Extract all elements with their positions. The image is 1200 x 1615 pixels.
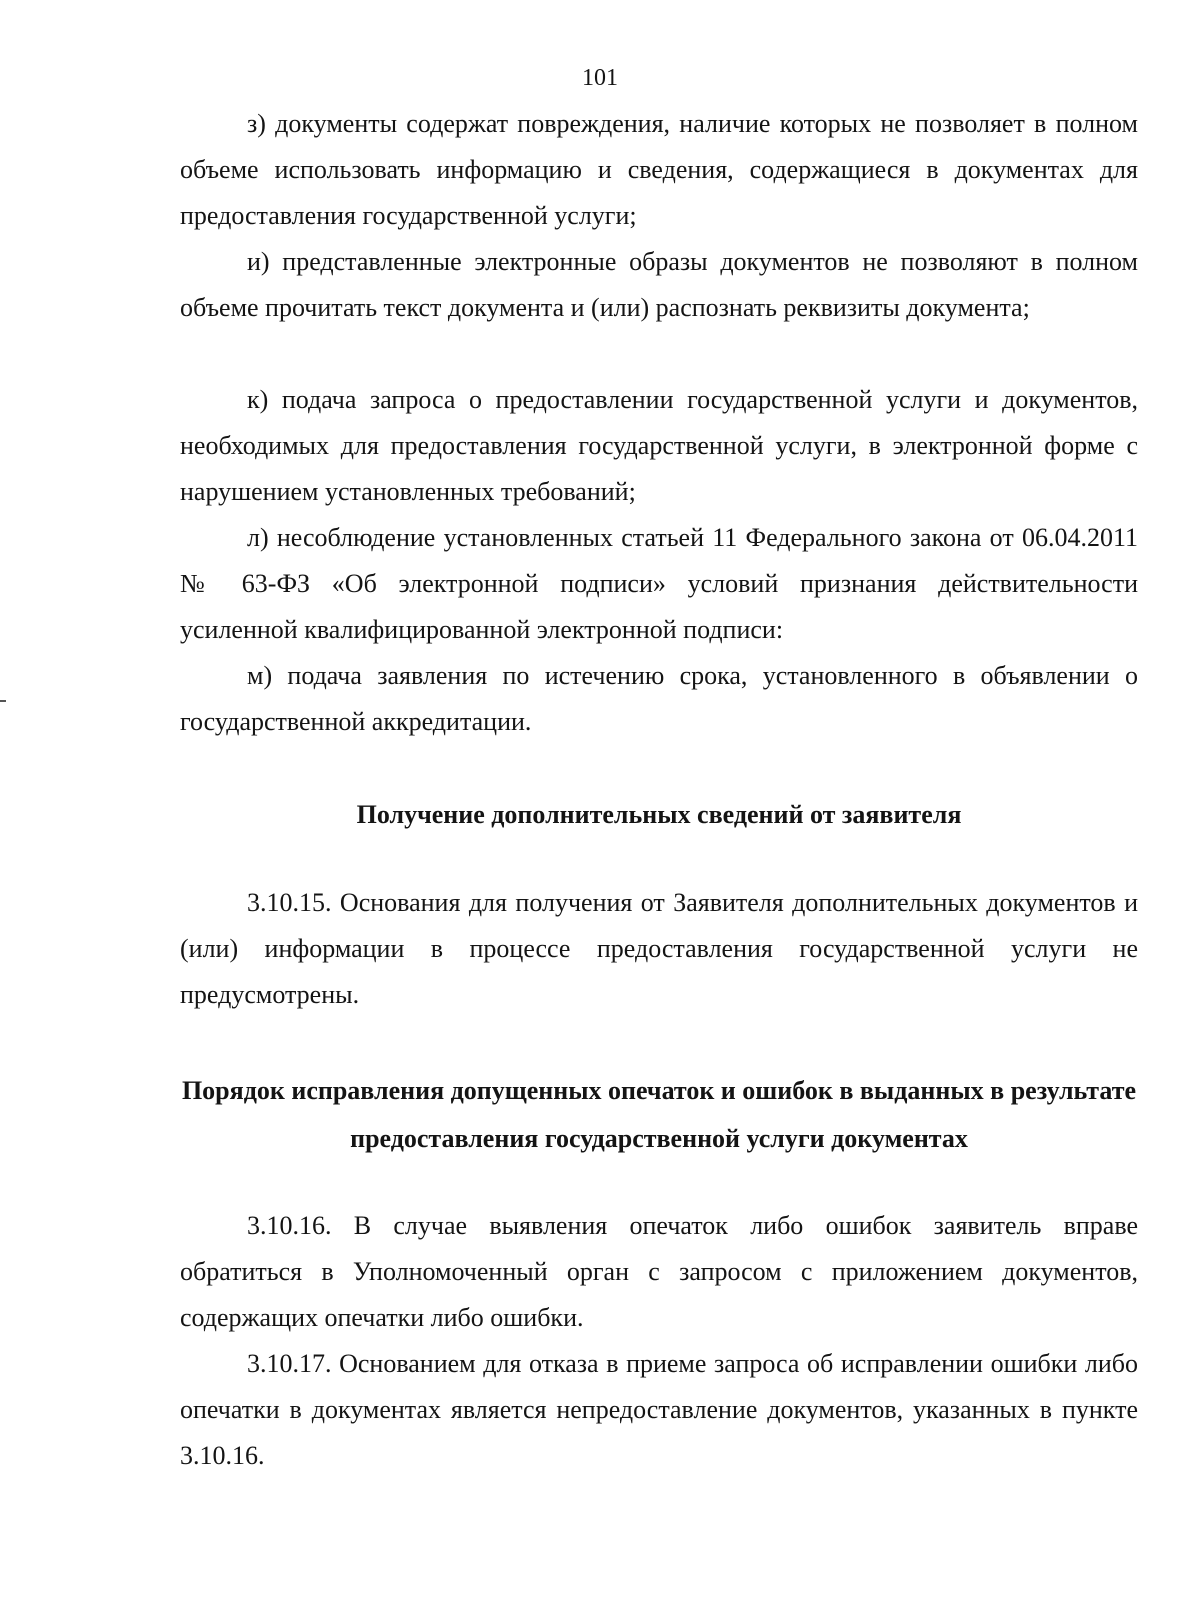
paragraph-3-10-15: 3.10.15. Основания для получения от Заявителя дополнительных документов и (или) информации в процессе предоставления государственной услуги не предусмотрены. xyxy=(180,888,1138,1009)
paragraph-k: к) подача запроса о предоставлении государственной услуги и документов, необходимых для предоставления государственной услуги, в электронной форме с нарушением установленных требований; xyxy=(180,385,1138,506)
paragraph-3-10-17: 3.10.17. Основанием для отказа в приеме запроса об исправлении ошибки либо опечатки в документах является непредоставление документов, указанных в пункте 3.10.16. xyxy=(180,1349,1138,1470)
paragraph-z: з) документы содержат повреждения, наличие которых не позволяет в полном объеме использовать информацию и сведения, содержащиеся в документах для предоставления государственной услуги; xyxy=(180,109,1138,230)
paragraph-3-10-16: 3.10.16. В случае выявления опечаток либо ошибок заявитель вправе обратиться в Уполномоченный орган с запросом с приложением документов, содержащих опечатки либо ошибки. xyxy=(180,1211,1138,1332)
heading-additional-info: Получение дополнительных сведений от заявителя xyxy=(356,800,962,829)
paragraph-i: и) представленные электронные образы документов не позволяют в полном объеме прочитать текст документа и (или) распознать реквизиты документа; xyxy=(180,247,1138,322)
paragraph-l: л) несоблюдение установленных статьей 11 Федерального закона от 06.04.2011 № 63-ФЗ «Об электронной подписи» условий признания действительности усиленной квалифицированной электронной подписи: xyxy=(180,523,1138,644)
paragraph-m: м) подача заявления по истечению срока, установленного в объявлении о государственной аккредитации. xyxy=(180,661,1138,736)
scan-edge-mark xyxy=(0,700,6,702)
page-number: 101 xyxy=(582,65,618,91)
heading-corrections: Порядок исправления допущенных опечаток и ошибок в выданных в результате предоставления государственной услуги документах xyxy=(181,1076,1137,1153)
